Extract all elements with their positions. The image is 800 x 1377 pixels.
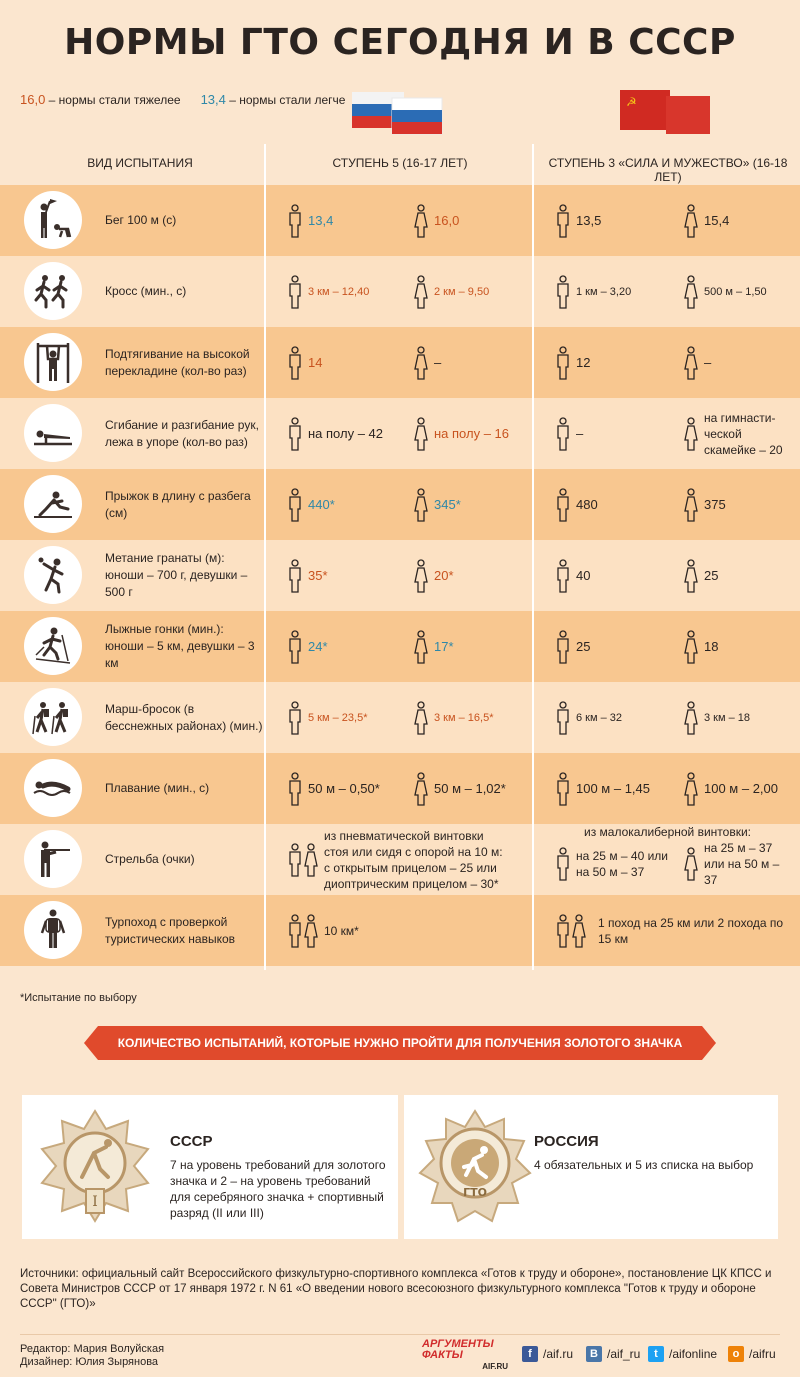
footnote: *Испытание по выбору bbox=[20, 992, 137, 1004]
footer-divider bbox=[20, 1334, 780, 1335]
ussr-heading: СССР bbox=[170, 1133, 213, 1150]
cell-ussr-male bbox=[556, 256, 676, 327]
value-su-f: 500 м – 1,50 bbox=[704, 285, 767, 298]
hiking-icon bbox=[24, 901, 82, 959]
facebook-label: /aif.ru bbox=[543, 1347, 574, 1361]
ussr-gto-badge-icon bbox=[36, 1107, 154, 1225]
ussr-flag-icon bbox=[620, 90, 712, 140]
table-row bbox=[0, 611, 800, 682]
cell-russia-female bbox=[414, 469, 534, 540]
value-ru-m: 3 км – 12,40 bbox=[308, 285, 370, 298]
legend bbox=[20, 92, 345, 107]
cell-ussr-female bbox=[684, 682, 800, 753]
cell-ussr-male bbox=[556, 398, 676, 469]
value-ru-m: 5 км – 23,5* bbox=[308, 711, 368, 724]
cell-russia-female bbox=[414, 327, 534, 398]
value-ru-m: на полу – 42 bbox=[308, 426, 384, 441]
value-ru-m: 35* bbox=[308, 568, 328, 583]
legend-heavy-text: – нормы стали тяжелее bbox=[45, 93, 181, 107]
cell-ussr-male bbox=[556, 753, 676, 824]
value-su-m: 13,5 bbox=[576, 213, 602, 228]
value-ru-f: 3 км – 16,5* bbox=[434, 711, 494, 724]
skiing-icon bbox=[24, 617, 82, 675]
aif-logo-sub: AIF.RU bbox=[482, 1362, 508, 1371]
shooting-icon bbox=[24, 830, 82, 888]
test-name: Стрельба (очки) bbox=[105, 852, 195, 866]
cell-russia-male bbox=[288, 682, 408, 753]
ussr-badge-numeral: I bbox=[92, 1194, 98, 1210]
value-ru-f: 2 км – 9,50 bbox=[434, 285, 490, 298]
editor-credit: Редактор: Мария Волуйская bbox=[20, 1343, 165, 1355]
value-su-m: 1 км – 3,20 bbox=[576, 285, 632, 298]
table-row bbox=[0, 327, 800, 398]
value-ru-m: 440* bbox=[308, 497, 335, 512]
value-su-f: 3 км – 18 bbox=[704, 711, 751, 724]
facebook-icon: f bbox=[522, 1346, 538, 1362]
pushup-icon bbox=[24, 404, 82, 462]
odnoklassniki-icon: о bbox=[728, 1346, 744, 1362]
test-name: Турпоход с проверкой туристических навыков bbox=[105, 914, 236, 946]
value-su-f: 100 м – 2,00 bbox=[704, 781, 778, 796]
value-su-m: 480 bbox=[576, 497, 598, 512]
ussr-shooting-title: из малокалиберной винтовки: bbox=[584, 825, 751, 839]
value-ru-f: на полу – 16 bbox=[434, 426, 510, 441]
cell-russia-male bbox=[288, 469, 408, 540]
value-ru-m: 50 м – 0,50* bbox=[308, 781, 380, 796]
cell-ussr bbox=[556, 895, 796, 966]
twitter-label: /aifonline bbox=[669, 1347, 718, 1361]
aif-logo-line1: АРГУМЕНТЫ bbox=[422, 1338, 494, 1350]
test-name: Подтягивание на высокой перекладине (кол-во раз) bbox=[105, 346, 250, 378]
header-test-type: ВИД ИСПЫТАНИЯ bbox=[87, 156, 193, 170]
grenade-throw-icon bbox=[24, 546, 82, 604]
legend-light-value: 13,4 bbox=[200, 92, 226, 107]
test-name: Прыжок в длину с разбега (см) bbox=[105, 488, 251, 520]
value-su-f: на гимнасти-ческой скамейке – 20 bbox=[704, 410, 783, 457]
cell-russia-male bbox=[288, 185, 408, 256]
credits bbox=[20, 1343, 164, 1369]
test-name: Кросс (мин., с) bbox=[105, 284, 187, 298]
cell-ussr-female bbox=[684, 611, 800, 682]
test-name: Марш-бросок (в бесснежных районах) (мин.) bbox=[105, 701, 263, 733]
value-su-f: 375 bbox=[704, 497, 726, 512]
vk-link[interactable] bbox=[586, 1346, 640, 1362]
cell-ussr-male bbox=[556, 611, 676, 682]
twitter-link[interactable] bbox=[648, 1346, 717, 1362]
value-ru-m: 13,4 bbox=[308, 213, 334, 228]
cell-russia-male bbox=[288, 540, 408, 611]
cell-russia-female bbox=[414, 256, 534, 327]
running-icon bbox=[24, 262, 82, 320]
table-row bbox=[0, 895, 800, 966]
value-su-f: на 25 м – 37 или на 50 м – 37 bbox=[704, 841, 780, 887]
russia-badge-text: ГТО bbox=[463, 1186, 487, 1199]
header-russia: СТУПЕНЬ 5 (16-17 ЛЕТ) bbox=[332, 156, 468, 170]
value-ru-m: 14 bbox=[308, 355, 323, 370]
table-row bbox=[0, 682, 800, 753]
table-row bbox=[0, 256, 800, 327]
cell-russia-female bbox=[414, 185, 534, 256]
test-name: Сгибание и разгибание рук, лежа в упоре (кол-во раз) bbox=[105, 417, 259, 449]
value-su-m: на 25 м – 40 или на 50 м – 37 bbox=[576, 849, 668, 879]
value-ru-f: – bbox=[434, 355, 442, 370]
test-name: Лыжные гонки (мин.): юноши – 5 км, девушки – 3 км bbox=[105, 622, 255, 670]
value-ru-f: 20* bbox=[434, 568, 454, 583]
value-ru-both: из пневматической винтовки стоя или сидя с опорой на 10 м: с открытым прицелом – 25 или диоптрическим прицелом – 30* bbox=[324, 828, 503, 891]
value-su-m: 12 bbox=[576, 355, 591, 370]
value-ru-both: 10 км* bbox=[324, 923, 359, 938]
sources: Источники: официальный сайт Всероссийского физкультурно-спортивного комплекса «Готов к труду и обороне», постановление ЦК КПСС и Совета Министров СССР от 17 января 1972 г. N 61 «О введении нового всесоюзного физкультурного комплекса "Готов к труду и обороне СССР" (ГТО)» bbox=[20, 1268, 772, 1310]
cell-ussr-male bbox=[556, 185, 676, 256]
march-icon bbox=[24, 688, 82, 746]
cell-russia-male bbox=[288, 327, 408, 398]
russia-flag-icon bbox=[352, 88, 444, 138]
header-ussr: СТУПЕНЬ 3 «СИЛА И МУЖЕСТВО» (16-18 ЛЕТ) bbox=[548, 156, 788, 184]
pullup-icon bbox=[24, 333, 82, 391]
value-su-m: 25 bbox=[576, 639, 591, 654]
odnoklassniki-label: /aifru bbox=[749, 1347, 776, 1361]
russia-heading: РОССИЯ bbox=[534, 1133, 599, 1150]
value-su-both: 1 поход на 25 км или 2 похода по 15 км bbox=[598, 915, 784, 946]
legend-heavy-value: 16,0 bbox=[20, 92, 46, 107]
russia-text: 4 обязательных и 5 из списка на выбор bbox=[534, 1158, 754, 1172]
aif-logo-line2: ФАКТЫ bbox=[422, 1349, 463, 1361]
cell-ussr-female bbox=[684, 834, 800, 894]
value-su-m: 40 bbox=[576, 568, 591, 583]
value-su-m: 100 м – 1,45 bbox=[576, 781, 650, 796]
vk-label: /aif_ru bbox=[607, 1347, 641, 1361]
cell-russia-female bbox=[414, 611, 534, 682]
cell-ussr-male bbox=[556, 834, 676, 894]
cell-ussr-female bbox=[684, 398, 800, 469]
cell-russia-male bbox=[288, 753, 408, 824]
page-title: НОРМЫ ГТО СЕГОДНЯ И В СССР bbox=[64, 22, 736, 63]
cell-ussr-female bbox=[684, 540, 800, 611]
test-name: Метание гранаты (м): юноши – 700 г, девушки – 500 г bbox=[105, 551, 248, 599]
vk-icon: B bbox=[586, 1346, 602, 1362]
value-su-f: 15,4 bbox=[704, 213, 730, 228]
table-row bbox=[0, 753, 800, 824]
long-jump-icon bbox=[24, 475, 82, 533]
cell-ussr-male bbox=[556, 469, 676, 540]
value-ru-f: 16,0 bbox=[434, 213, 460, 228]
cell-russia bbox=[288, 824, 516, 895]
cell-ussr-female bbox=[684, 469, 800, 540]
value-su-f: – bbox=[704, 355, 712, 370]
russia-gto-badge-icon bbox=[416, 1107, 534, 1225]
value-ru-m: 24* bbox=[308, 639, 328, 654]
value-su-m: – bbox=[576, 426, 584, 441]
cell-ussr-female bbox=[684, 753, 800, 824]
cell-russia-male bbox=[288, 611, 408, 682]
twitter-icon: t bbox=[648, 1346, 664, 1362]
cell-russia-female bbox=[414, 682, 534, 753]
value-su-f: 25 bbox=[704, 568, 719, 583]
cell-russia-male bbox=[288, 256, 408, 327]
legend-light-text: – нормы стали легче bbox=[225, 93, 346, 107]
test-name: Бег 100 м (с) bbox=[105, 213, 177, 227]
table-row bbox=[0, 540, 800, 611]
column-divider bbox=[532, 144, 534, 970]
cell-ussr-female bbox=[684, 256, 800, 327]
value-ru-f: 17* bbox=[434, 639, 454, 654]
designer-credit: Дизайнер: Юлия Зырянова bbox=[20, 1356, 159, 1368]
cell-russia-female bbox=[414, 753, 534, 824]
russia-requirements-box bbox=[404, 1095, 778, 1239]
cell-ussr-female bbox=[684, 327, 800, 398]
table-row bbox=[0, 185, 800, 256]
table-row bbox=[0, 824, 800, 895]
table-row bbox=[0, 469, 800, 540]
cell-ussr-male bbox=[556, 540, 676, 611]
cell-russia-male bbox=[288, 398, 408, 469]
cell-russia bbox=[288, 895, 516, 966]
value-ru-f: 50 м – 1,02* bbox=[434, 781, 506, 796]
ussr-requirements-box bbox=[22, 1095, 398, 1239]
swimming-icon bbox=[24, 759, 82, 817]
value-su-m: 6 км – 32 bbox=[576, 711, 623, 724]
ussr-text: 7 на уровень требований для золотого значка и 2 – на уровень требований для серебряного значка + спортивный разряд (II или III) bbox=[170, 1158, 386, 1220]
table-row bbox=[0, 398, 800, 469]
aif-logo[interactable] bbox=[422, 1338, 508, 1371]
column-divider bbox=[264, 144, 266, 970]
cell-russia-female bbox=[414, 398, 534, 469]
test-name: Плавание (мин., с) bbox=[105, 781, 210, 795]
svg-text:☭: ☭ bbox=[626, 95, 637, 109]
cell-ussr-male bbox=[556, 682, 676, 753]
odnoklassniki-link[interactable] bbox=[728, 1346, 776, 1362]
sprint-icon bbox=[24, 191, 82, 249]
facebook-link[interactable] bbox=[522, 1346, 573, 1362]
value-ru-f: 345* bbox=[434, 497, 461, 512]
cell-ussr-female bbox=[684, 185, 800, 256]
cell-ussr-male bbox=[556, 327, 676, 398]
cell-russia-female bbox=[414, 540, 534, 611]
value-su-f: 18 bbox=[704, 639, 719, 654]
gold-badge-banner: КОЛИЧЕСТВО ИСПЫТАНИЙ, КОТОРЫЕ НУЖНО ПРОЙТИ ДЛЯ ПОЛУЧЕНИЯ ЗОЛОТОГО ЗНАЧКА bbox=[98, 1026, 702, 1060]
